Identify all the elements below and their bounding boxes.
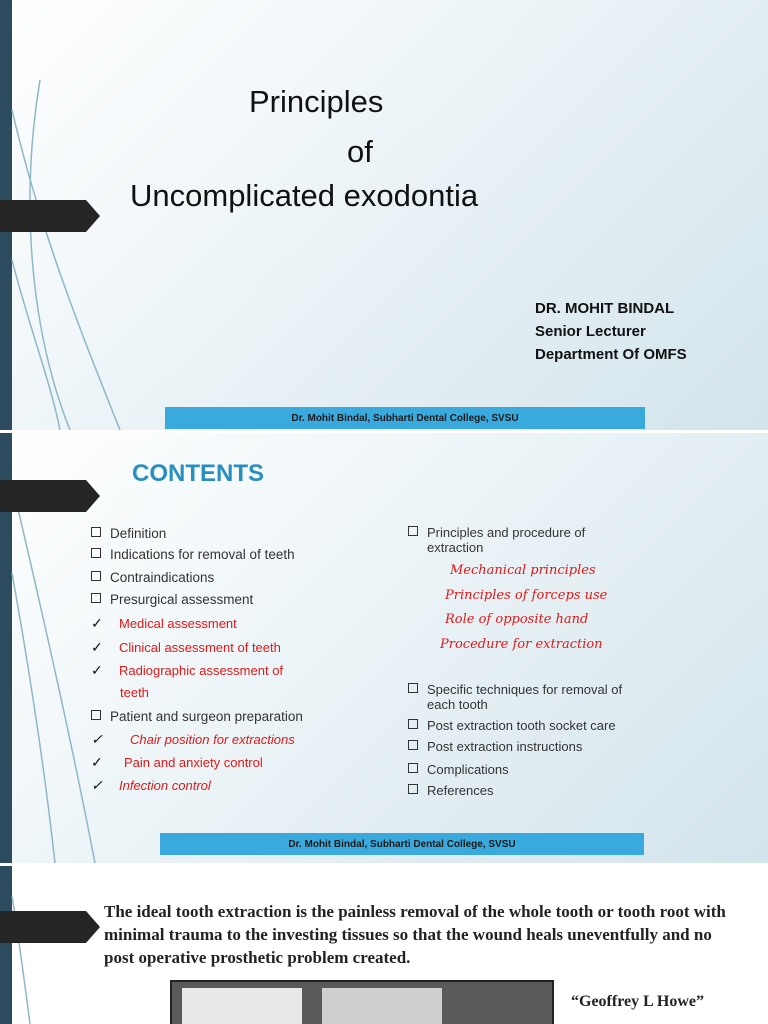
title-line-3: Uncomplicated exodontia: [130, 178, 479, 213]
contents-slide: [0, 433, 768, 863]
checkbox-icon: [408, 683, 418, 693]
title-line-2: of: [347, 134, 373, 169]
author-dept: Department Of OMFS: [535, 346, 687, 363]
footer-bar: Dr. Mohit Bindal, Subharti Dental College, SVSU: [160, 833, 644, 855]
photo-window: [322, 988, 442, 1024]
list-item: ✓ Infection control: [91, 777, 211, 793]
checkbox-icon: [91, 548, 101, 558]
list-item: ✓ Pain and anxiety control: [91, 754, 263, 770]
checkbox-icon: [408, 719, 418, 729]
list-item: ✓ Radiographic assessment of: [91, 662, 284, 678]
check-icon: ✓: [91, 777, 103, 793]
script-item: Mechanical principles: [450, 563, 596, 578]
title-slide: [0, 0, 768, 430]
list-item-continuation: extraction: [427, 540, 484, 555]
list-item: teeth: [120, 685, 149, 700]
check-icon: ✓: [91, 754, 103, 770]
checkbox-icon: [408, 784, 418, 794]
check-icon: ✓: [91, 639, 103, 655]
list-item: Definition: [91, 526, 166, 541]
title-line-1: Principles: [249, 84, 384, 119]
list-item: ✓ Clinical assessment of teeth: [91, 639, 281, 655]
list-item: Complications: [408, 762, 509, 777]
list-item: ✓ Chair position for extractions: [91, 731, 295, 747]
checkbox-icon: [91, 593, 101, 603]
list-item: Principles and procedure of: [408, 525, 585, 540]
script-item: Procedure for extraction: [440, 637, 603, 652]
author-role: Senior Lecturer: [535, 323, 646, 340]
list-item: Post extraction instructions: [408, 739, 582, 754]
list-item: Presurgical assessment: [91, 592, 253, 607]
author-block: [535, 297, 687, 366]
checkbox-icon: [91, 571, 101, 581]
list-item-continuation: each tooth: [427, 697, 488, 712]
list-item: Post extraction tooth socket care: [408, 718, 616, 733]
script-item: Role of opposite hand: [445, 612, 589, 627]
arrow-tab: [0, 200, 100, 232]
checkbox-icon: [91, 710, 101, 720]
checkbox-icon: [408, 526, 418, 536]
script-item: Principles of forceps use: [445, 588, 608, 603]
list-item: References: [408, 783, 493, 798]
checkbox-icon: [408, 763, 418, 773]
checkbox-icon: [408, 740, 418, 750]
check-icon: ✓: [91, 662, 103, 678]
check-icon: ✓: [91, 731, 103, 747]
quote-attribution: “Geoffrey L Howe”: [571, 993, 705, 1010]
arrow-tab: [0, 480, 100, 512]
check-icon: ✓: [91, 615, 103, 631]
author-name: DR. MOHIT BINDAL: [535, 300, 675, 317]
checkbox-icon: [91, 527, 101, 537]
quote-slide: [0, 866, 768, 1024]
decorative-swoosh: [0, 866, 60, 1024]
list-item: ✓ Medical assessment: [91, 615, 237, 631]
historical-photo: [170, 980, 554, 1024]
definition-quote: The ideal tooth extraction is the painless removal of the whole tooth or tooth root with minimal trauma to the investing tissues so that the wound heals uneventfully and no post operative prosthetic problem created.: [104, 902, 726, 967]
contents-heading: CONTENTS: [132, 460, 264, 487]
footer-bar: Dr. Mohit Bindal, Subharti Dental College, SVSU: [165, 407, 645, 429]
list-item: Patient and surgeon preparation: [91, 709, 303, 724]
list-item: Indications for removal of teeth: [91, 547, 295, 562]
photo-window: [182, 988, 302, 1024]
list-item: Contraindications: [91, 570, 214, 585]
list-item: Specific techniques for removal of: [408, 682, 622, 697]
arrow-tab: [0, 911, 100, 943]
